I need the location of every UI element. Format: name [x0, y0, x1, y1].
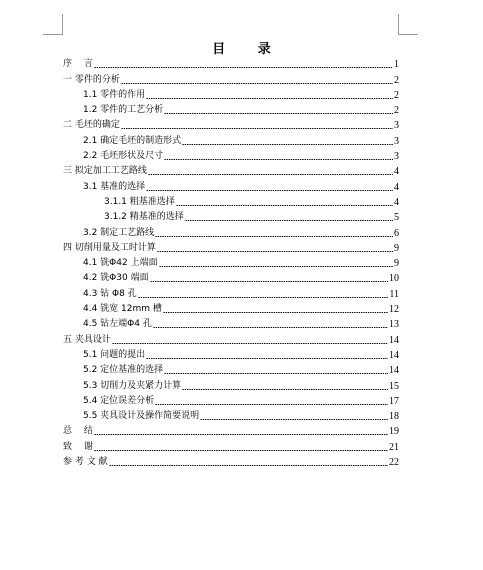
toc-entry-page-number: 22 — [389, 457, 399, 469]
toc-dot-leader — [153, 327, 388, 328]
toc-dot-leader — [121, 83, 393, 84]
toc-entry-page-number: 9 — [394, 258, 399, 270]
toc-entry-page-number: 5 — [394, 212, 399, 224]
toc-entry-label: 致 谢 — [63, 441, 93, 452]
toc-entry-page-number: 4 — [394, 196, 399, 208]
toc-entry[interactable] — [63, 453, 399, 468]
toc-dot-leader — [155, 404, 388, 405]
toc-entry-page-number: 6 — [394, 227, 399, 239]
toc-entry-label: 3.2 制定工艺路线 — [83, 227, 155, 238]
toc-entry-label: 5.1 问题的提出 — [83, 349, 146, 360]
toc-dot-leader — [159, 266, 393, 267]
toc-entry[interactable] — [104, 208, 399, 223]
toc-dot-leader — [200, 419, 388, 420]
toc-dot-leader — [146, 98, 393, 99]
toc-entry[interactable] — [63, 55, 399, 70]
toc-entry-label: 总 结 — [63, 426, 93, 437]
toc-entry-page-number: 2 — [394, 105, 399, 117]
toc-dot-leader — [155, 236, 393, 237]
toc-entry-label: 4.4 铣宽 12mm 槽 — [83, 304, 162, 315]
toc-entry[interactable] — [83, 300, 399, 315]
toc-entry[interactable] — [83, 269, 399, 284]
toc-entry-page-number: 2 — [394, 89, 399, 101]
toc-entry-label: 参 考 文 献 — [63, 457, 108, 468]
toc-entry[interactable] — [83, 315, 399, 330]
toc-dot-leader — [182, 389, 388, 390]
toc-entry-label: 4.1 铣Φ42 上端面 — [83, 258, 158, 269]
toc-entry-page-number: 13 — [389, 319, 399, 331]
toc-entry-label: 3.1.1 粗基准选择 — [104, 196, 175, 207]
toc-dot-leader — [164, 159, 393, 160]
toc-dot-leader — [148, 174, 393, 175]
toc-entry-page-number: 3 — [394, 120, 399, 132]
toc-entry-label: 5.5 夹具设计及操作简要说明 — [83, 411, 200, 422]
toc-dot-leader — [94, 450, 388, 451]
toc-entry-page-number: 21 — [389, 441, 399, 453]
toc-entry-page-number: 14 — [389, 334, 399, 346]
toc-entry-page-number: 14 — [389, 349, 399, 361]
toc-entry-label: 2.2 毛坯形状及尺寸 — [83, 151, 164, 162]
toc-dot-leader — [157, 251, 393, 252]
toc-entry[interactable] — [63, 70, 399, 85]
toc-entry[interactable] — [83, 101, 399, 116]
toc-dot-leader — [185, 220, 393, 221]
toc-entry-label: 3.1.2 精基准的选择 — [104, 212, 184, 223]
toc-entry[interactable] — [83, 223, 399, 238]
toc-dot-leader — [94, 434, 388, 435]
toc-dot-leader — [94, 67, 393, 68]
toc-entry-label: 四 切削用量及工时计算 — [63, 242, 156, 253]
toc-entry[interactable] — [83, 86, 399, 101]
toc-entry-page-number: 4 — [394, 181, 399, 193]
toc-entry-label: 5.2 定位基准的选择 — [83, 365, 164, 376]
toc-entry-label: 5.4 定位误差分析 — [83, 395, 155, 406]
toc-entry[interactable] — [83, 361, 399, 376]
toc-entry-page-number: 15 — [389, 380, 399, 392]
toc-entry[interactable] — [83, 392, 399, 407]
toc-dot-leader — [146, 190, 393, 191]
toc-dot-leader — [164, 373, 388, 374]
toc-dot-leader — [109, 465, 388, 466]
toc-entry-label: 4.2 铣Φ30 端面 — [83, 273, 149, 284]
toc-entry-page-number: 11 — [389, 288, 399, 300]
toc-entry[interactable] — [63, 162, 399, 177]
toc-entry[interactable] — [83, 132, 399, 147]
toc-entry[interactable] — [83, 177, 399, 192]
toc-entry-label: 五 夹具设计 — [63, 334, 111, 345]
toc-entry-page-number: 17 — [389, 395, 399, 407]
toc-entry-label: 4.5 钻左端Φ4 孔 — [83, 319, 152, 330]
toc-dot-leader — [146, 358, 388, 359]
toc-dot-leader — [176, 205, 393, 206]
toc-entry-label: 序 言 — [63, 59, 93, 70]
toc-entry[interactable] — [63, 438, 399, 453]
toc-entry-page-number: 4 — [394, 166, 399, 178]
toc-dot-leader — [138, 297, 389, 298]
toc-entry-label: 2.1 确定毛坯的制造形式 — [83, 135, 182, 146]
toc-entry-label: 5.3 切削力及夹紧力计算 — [83, 380, 182, 391]
toc-entry-page-number: 14 — [389, 365, 399, 377]
toc-dot-leader — [163, 312, 388, 313]
toc-entry-label: 三 拟定加工工艺路线 — [63, 166, 147, 177]
toc-entry-page-number: 12 — [389, 304, 399, 316]
toc-entry[interactable] — [63, 116, 399, 131]
toc-entry-page-number: 3 — [394, 135, 399, 147]
toc-entry-label: 二 毛坯的确定 — [63, 120, 120, 131]
toc-entry[interactable] — [83, 407, 399, 422]
toc-entry[interactable] — [83, 346, 399, 361]
toc-entry[interactable] — [63, 330, 399, 345]
toc-entry-page-number: 1 — [394, 59, 399, 71]
toc-entry[interactable] — [63, 422, 399, 437]
toc-entry[interactable] — [83, 254, 399, 269]
toc-entry[interactable] — [63, 239, 399, 254]
toc-entry-page-number: 18 — [389, 411, 399, 423]
toc-entry[interactable] — [83, 147, 399, 162]
toc-entry-label: 1.2 零件的工艺分析 — [83, 105, 164, 116]
toc-title: 目 录 — [212, 42, 285, 57]
toc-entry-page-number: 9 — [394, 242, 399, 254]
toc-entry-page-number: 3 — [394, 151, 399, 163]
toc-entry[interactable] — [104, 193, 399, 208]
toc-entry-label: 4.3 钻 Φ8 孔 — [83, 288, 137, 299]
toc-entry-label: 3.1 基准的选择 — [83, 181, 146, 192]
toc-dot-leader — [164, 113, 393, 114]
toc-dot-leader — [182, 144, 393, 145]
toc-entry-label: 1.1 零件的作用 — [83, 89, 146, 100]
toc-entry[interactable] — [83, 376, 399, 391]
toc-entry-label: 一 零件的分析 — [63, 74, 120, 85]
toc-dot-leader — [150, 281, 388, 282]
toc-dot-leader — [121, 128, 393, 129]
toc-entry-page-number: 2 — [394, 74, 399, 86]
toc-dot-leader — [112, 343, 388, 344]
toc-entry[interactable] — [83, 285, 399, 300]
toc-entry-page-number: 10 — [389, 273, 399, 285]
toc-entry-page-number: 19 — [389, 426, 399, 438]
